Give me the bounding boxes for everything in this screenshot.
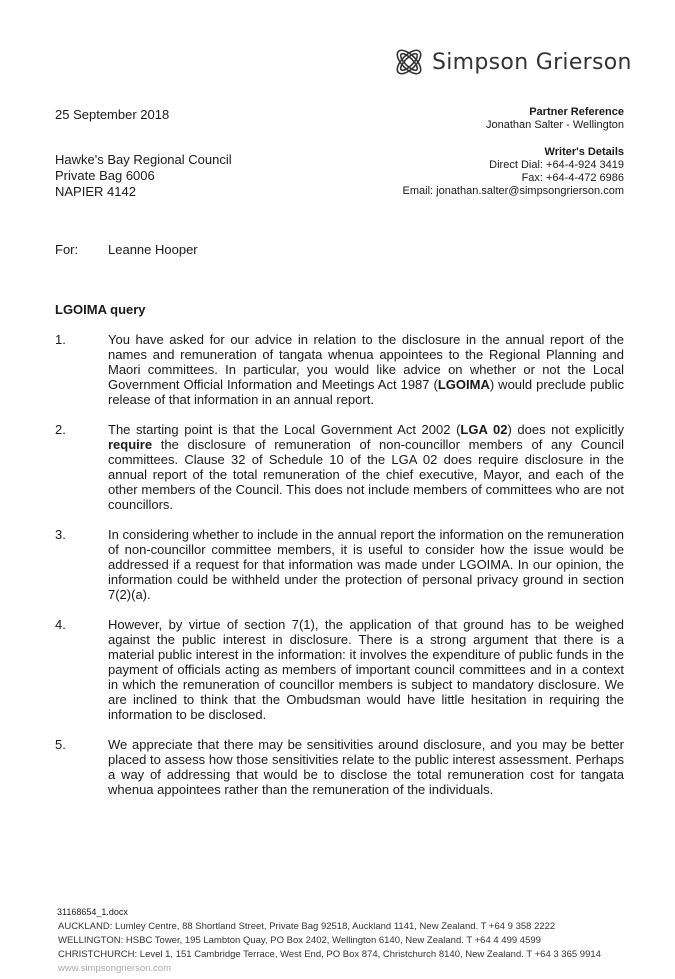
attention-name: Leanne Hooper [108, 242, 198, 257]
paragraph-number: 5. [55, 737, 66, 752]
office-footer [58, 920, 601, 976]
writer-details [403, 146, 624, 198]
recipient-line: NAPIER 4142 [55, 184, 136, 199]
paragraph-text: You have asked for our advice in relation to the disclosure in the annual report of the names and remuneration of tangata whenua appointees to the Regional Planning and Maori committees. In particular, you would like advice on whether or not the Local Government Official Information and Meetings Act 1987 (LGOIMA) would preclude public release of that information in an annual report. [108, 332, 624, 407]
partner-reference [486, 106, 624, 132]
paragraph-number: 2. [55, 422, 66, 437]
office-auckland: AUCKLAND: Lumley Centre, 88 Shortland Street, Private Bag 92518, Auckland 1141, New Zealand. T +64 9 358 2222 [58, 921, 556, 932]
email-address: Email: jonathan.salter@simpsongrierson.com [402, 185, 624, 197]
paragraph-text: The starting point is that the Local Government Act 2002 (LGA 02) does not explicitly require the disclosure of remuneration of non-councillor members of any Council committees. Clause 32 of Schedule 10 of the LGA 02 does require disclosure in the annual report of the total remuneration of the chief executive, Mayor, and each of the other members of the Council. This does not include members of committees who are not councillors. [108, 422, 624, 512]
letter-date: 25 September 2018 [55, 107, 170, 122]
paragraph-3 [55, 527, 624, 602]
document-reference: 31168654_1.docx [57, 907, 128, 917]
paragraph-1 [55, 332, 624, 407]
simpson-grierson-logo-icon [392, 45, 426, 79]
recipient-line: Hawke's Bay Regional Council [55, 152, 232, 167]
direct-dial: Direct Dial: +64-4-924 3419 [489, 159, 624, 171]
logo-wordmark: Simpson Grierson [432, 49, 632, 75]
attention-label: For: [55, 242, 79, 257]
paragraph-number: 1. [55, 332, 66, 347]
paragraph-number: 3. [55, 527, 66, 542]
recipient-address [55, 152, 232, 200]
writer-details-heading: Writer's Details [544, 146, 624, 158]
office-christchurch: CHRISTCHURCH: Level 1, 151 Cambridge Terrace, West End, PO Box 874, Christchurch 8140, New Zealand. T +64 3 365 9914 [58, 949, 601, 960]
paragraph-5 [55, 737, 624, 797]
partner-name: Jonathan Salter - Wellington [486, 119, 624, 131]
paragraph-2 [55, 422, 624, 512]
paragraph-text: We appreciate that there may be sensitivities around disclosure, and you may be better placed to assess how those sensitivities relate to the public interest assessment. Perhaps a way of addressing that would be to disclose the total remuneration cost for tangata whenua appointees rather than the remuneration of the individuals. [108, 737, 624, 797]
attention-line [55, 242, 198, 257]
recipient-line: Private Bag 6006 [55, 168, 155, 183]
paragraph-number: 4. [55, 617, 66, 632]
fax-number: Fax: +64-4-472 6986 [521, 172, 624, 184]
paragraph-4 [55, 617, 624, 722]
subject-heading: LGOIMA query [55, 302, 146, 317]
paragraph-text: In considering whether to include in the annual report the information on the remuneration of non-councillor committee members, it is useful to consider how the issue would be addressed if a request for that information was made under LGOIMA. In our opinion, the information could be withheld under the protection of personal privacy ground in section 7(2)(a). [108, 527, 624, 602]
office-wellington: WELLINGTON: HSBC Tower, 195 Lambton Quay, PO Box 2402, Wellington 6140, New Zealand. T +64 4 499 4599 [58, 935, 541, 946]
website-link[interactable]: www.simpsongrierson.com [58, 963, 171, 974]
letterhead-logo [392, 40, 632, 84]
partner-reference-heading: Partner Reference [529, 106, 624, 118]
paragraph-text: However, by virtue of section 7(1), the application of that ground has to be weighed against the public interest in disclosure. There is a strong argument that there is a material public interest in the information: it involves the expenditure of public funds in the payment of officials acting as members of important council committees and in a context in which the remuneration of councillor members is subject to mandatory disclosure. We are inclined to think that the Ombudsman would have little hesitation in requiring the information to be disclosed. [108, 617, 624, 722]
